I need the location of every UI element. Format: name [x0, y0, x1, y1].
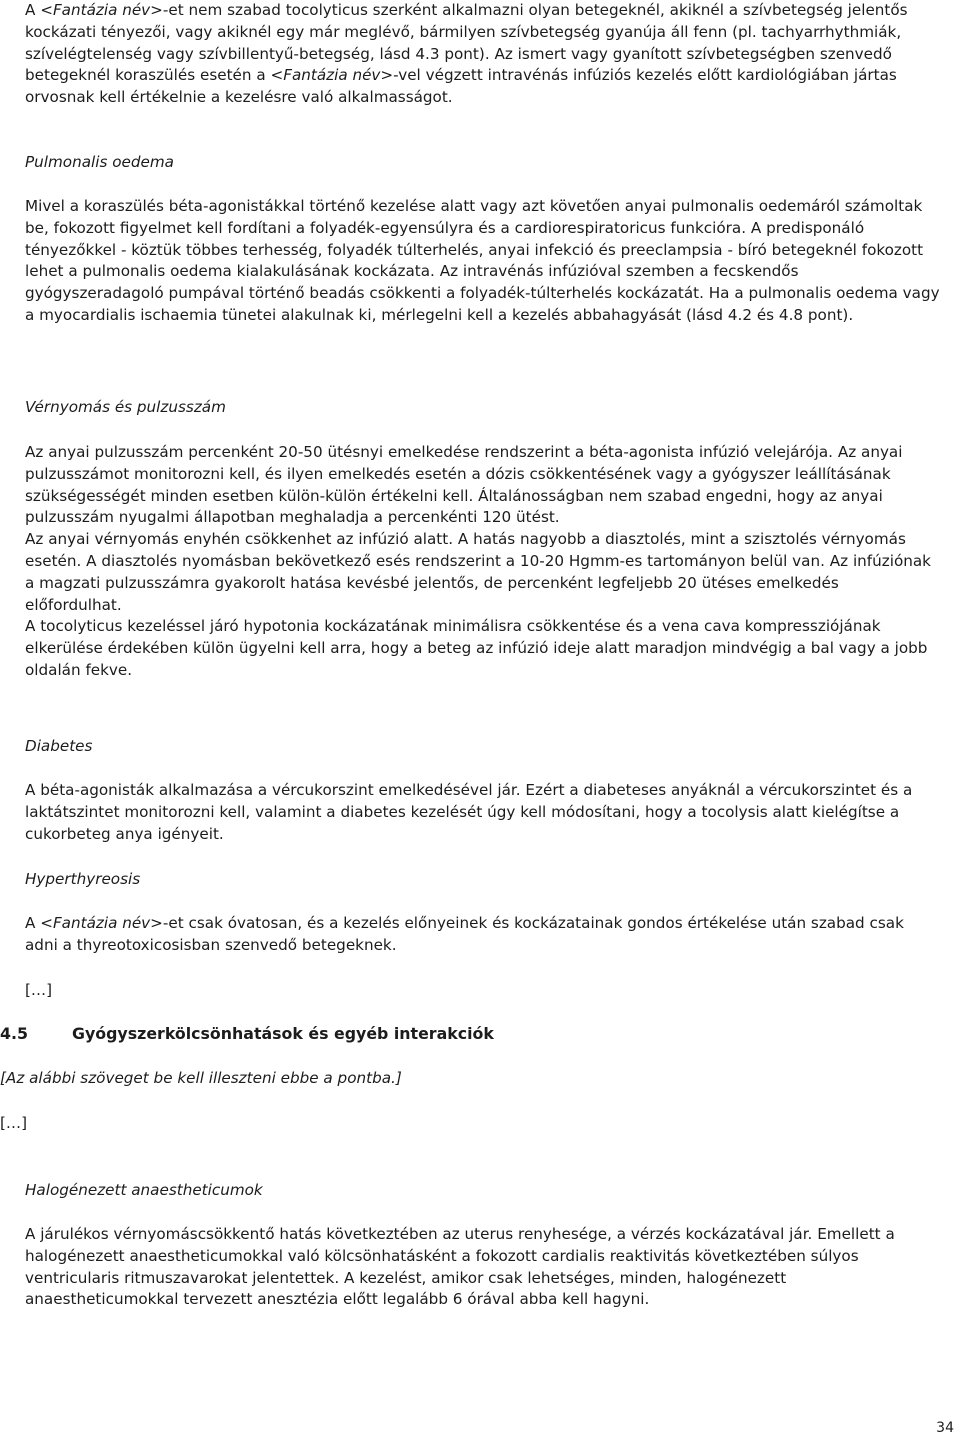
product-name: <Fantázia név> — [270, 66, 394, 85]
section-title: Diabetes — [25, 737, 93, 755]
instruction-note — [0, 1068, 915, 1090]
section-halogenezett-body — [25, 1224, 940, 1311]
ellipsis-marker: […] — [25, 981, 53, 999]
section-pulmonalis — [25, 152, 940, 174]
section-body: A <Fantázia név>-et csak óvatosan, és a kezelés előnyeinek és kockázatainak gondos értékelése után szabad csak adni a thyreotoxicosisban szenvedő betegeknek. — [25, 914, 904, 954]
intro-paragraph — [25, 0, 940, 109]
section-pulmonalis-body — [25, 196, 940, 327]
section-halogenezett — [25, 1180, 940, 1202]
intro-text: A <Fantázia név>-et nem szabad tocolyticus szerként alkalmazni olyan betegeknél, akiknél a szívbetegség jelentős kockázati tényezői, vagy akiknél egy már meglévő, bármilyen szívbetegség gyanúja áll fenn (pl. tachyarrhythmiák, szívelégtelenség vagy szívbillentyű-betegség, lásd 4.3 pont). Az ismert vagy gyanított szívbetegségben szenvedő betegeknél koraszülés esetén a <Fantázia név>-vel végzett intravénás infúziós kezelés előtt kardiológiában jártas orvosnak kell értékelnie a kezelésre való alkalmasságot. — [25, 1, 908, 107]
section-body: Az anyai pulzusszám percenként 20-50 ütésnyi emelkedése rendszerint a béta-agonista infúzió velejárója. Az anyai pulzusszámot monitorozni kell, és ilyen emelkedés esetén a dózis csökkentésének vagy a gyógyszer leállításának szükségességét minden esetben külön-külön értékelni kell. Általánosságban nem szabad engedni, hogy az anyai pulzusszám nyugalmi állapotban meghaladja a percenkénti 120 ütést. — [25, 443, 903, 527]
section-body-3: A tocolyticus kezeléssel járó hypotonia kockázatának minimálisra csökkentése és a vena cava kompressziójának elkerülése érdekében külön ügyelni kell arra, hogy a beteg az infúzió ideje alatt maradjon mindvégig a bal vagy a jobb oldalán fekve. — [25, 617, 928, 679]
section-body: A béta-agonisták alkalmazása a vércukorszint emelkedésével jár. Ezért a diabeteses anyáknál a vércukorszintet és a laktátszintet monitorozni kell, valamint a diabetes kezelését úgy kell módosítani, hogy a tocolysis alatt kielégítse a cukorbeteg anya igényeit. — [25, 781, 913, 843]
heading-number: 4.5 — [0, 1024, 28, 1043]
product-name: <Fantázia név> — [40, 914, 163, 932]
section-body: A járulékos vérnyomáscsökkentő hatás következtében az uterus renyhesége, a vérzés kockázatával jár. Emellett a halogénezett anaestheticumokkal való kölcsönhatásként a fokozott cardialis reaktivitás következtében súlyos ventricularis ritmuszavarokat jelentettek. A kezelést, amikor csak lehetséges, minden, halogénezett anaestheticumokkal tervezett anesztézia előtt legalább 6 órával abba kell hagyni. — [25, 1225, 895, 1309]
section-vernyomas — [25, 397, 940, 419]
page-number: 34 — [936, 1420, 954, 1436]
section-hyperthyreosis-body — [25, 913, 940, 957]
section-title: Pulmonalis oedema — [25, 153, 174, 171]
section-title: Hyperthyreosis — [25, 870, 141, 888]
section-vernyomas-body — [25, 442, 940, 682]
section-body-2: Az anyai vérnyomás enyhén csökkenhet az infúzió alatt. A hatás nagyobb a diasztolés, mint a szisztolés vérnyomás esetén. A diasztolés nyomásban bekövetkező esés rendszerint a 10-20 Hgmm-es tartományon belül van. Az infúziónak a magzati pulzusszámra gyakorolt hatása kevésbé jelentős, de percenként legfeljebb 20 ütéses emelkedés előfordulhat. — [25, 530, 931, 614]
ellipsis-marker-2: […] — [0, 1114, 28, 1132]
section-diabetes — [25, 736, 940, 758]
product-name: <Fantázia név> — [40, 1, 163, 19]
section-hyperthyreosis — [25, 869, 940, 891]
heading-title: Gyógyszerkölcsönhatások és egyéb interakciók — [72, 1024, 494, 1043]
section-diabetes-body — [25, 780, 940, 845]
section-title: Vérnyomás és pulzusszám — [25, 398, 226, 416]
instruction-text: [Az alábbi szöveget be kell illeszteni ebbe a pontba.] — [0, 1069, 402, 1087]
section-body: Mivel a koraszülés béta-agonistákkal történő kezelése alatt vagy azt követően anyai pulmonalis oedemáról számoltak be, fokozott figyelmet kell fordítani a folyadék-egyensúlyra és a cardiorespiratoricus funkcióra. A predisponáló tényezőkkel - köztük többes terhesség, folyadék túlterhelés, anyai infekció és preeclampsia - bíró betegeknél fokozott lehet a pulmonalis oedema kialakulásának kockázata. Az intravénás infúzióval szemben a fecskendős gyógyszeradagoló pumpával történő beadás csökkenti a folyadék-túlterhelés kockázatát. Ha a pulmonalis oedema vagy a myocardialis ischaemia tünetei alakulnak ki, mérlegelni kell a kezelés abbahagyását (lásd 4.2 és 4.8 pont). — [25, 197, 940, 324]
section-title: Halogénezett anaestheticumok — [25, 1181, 263, 1199]
section-heading — [0, 1024, 494, 1043]
